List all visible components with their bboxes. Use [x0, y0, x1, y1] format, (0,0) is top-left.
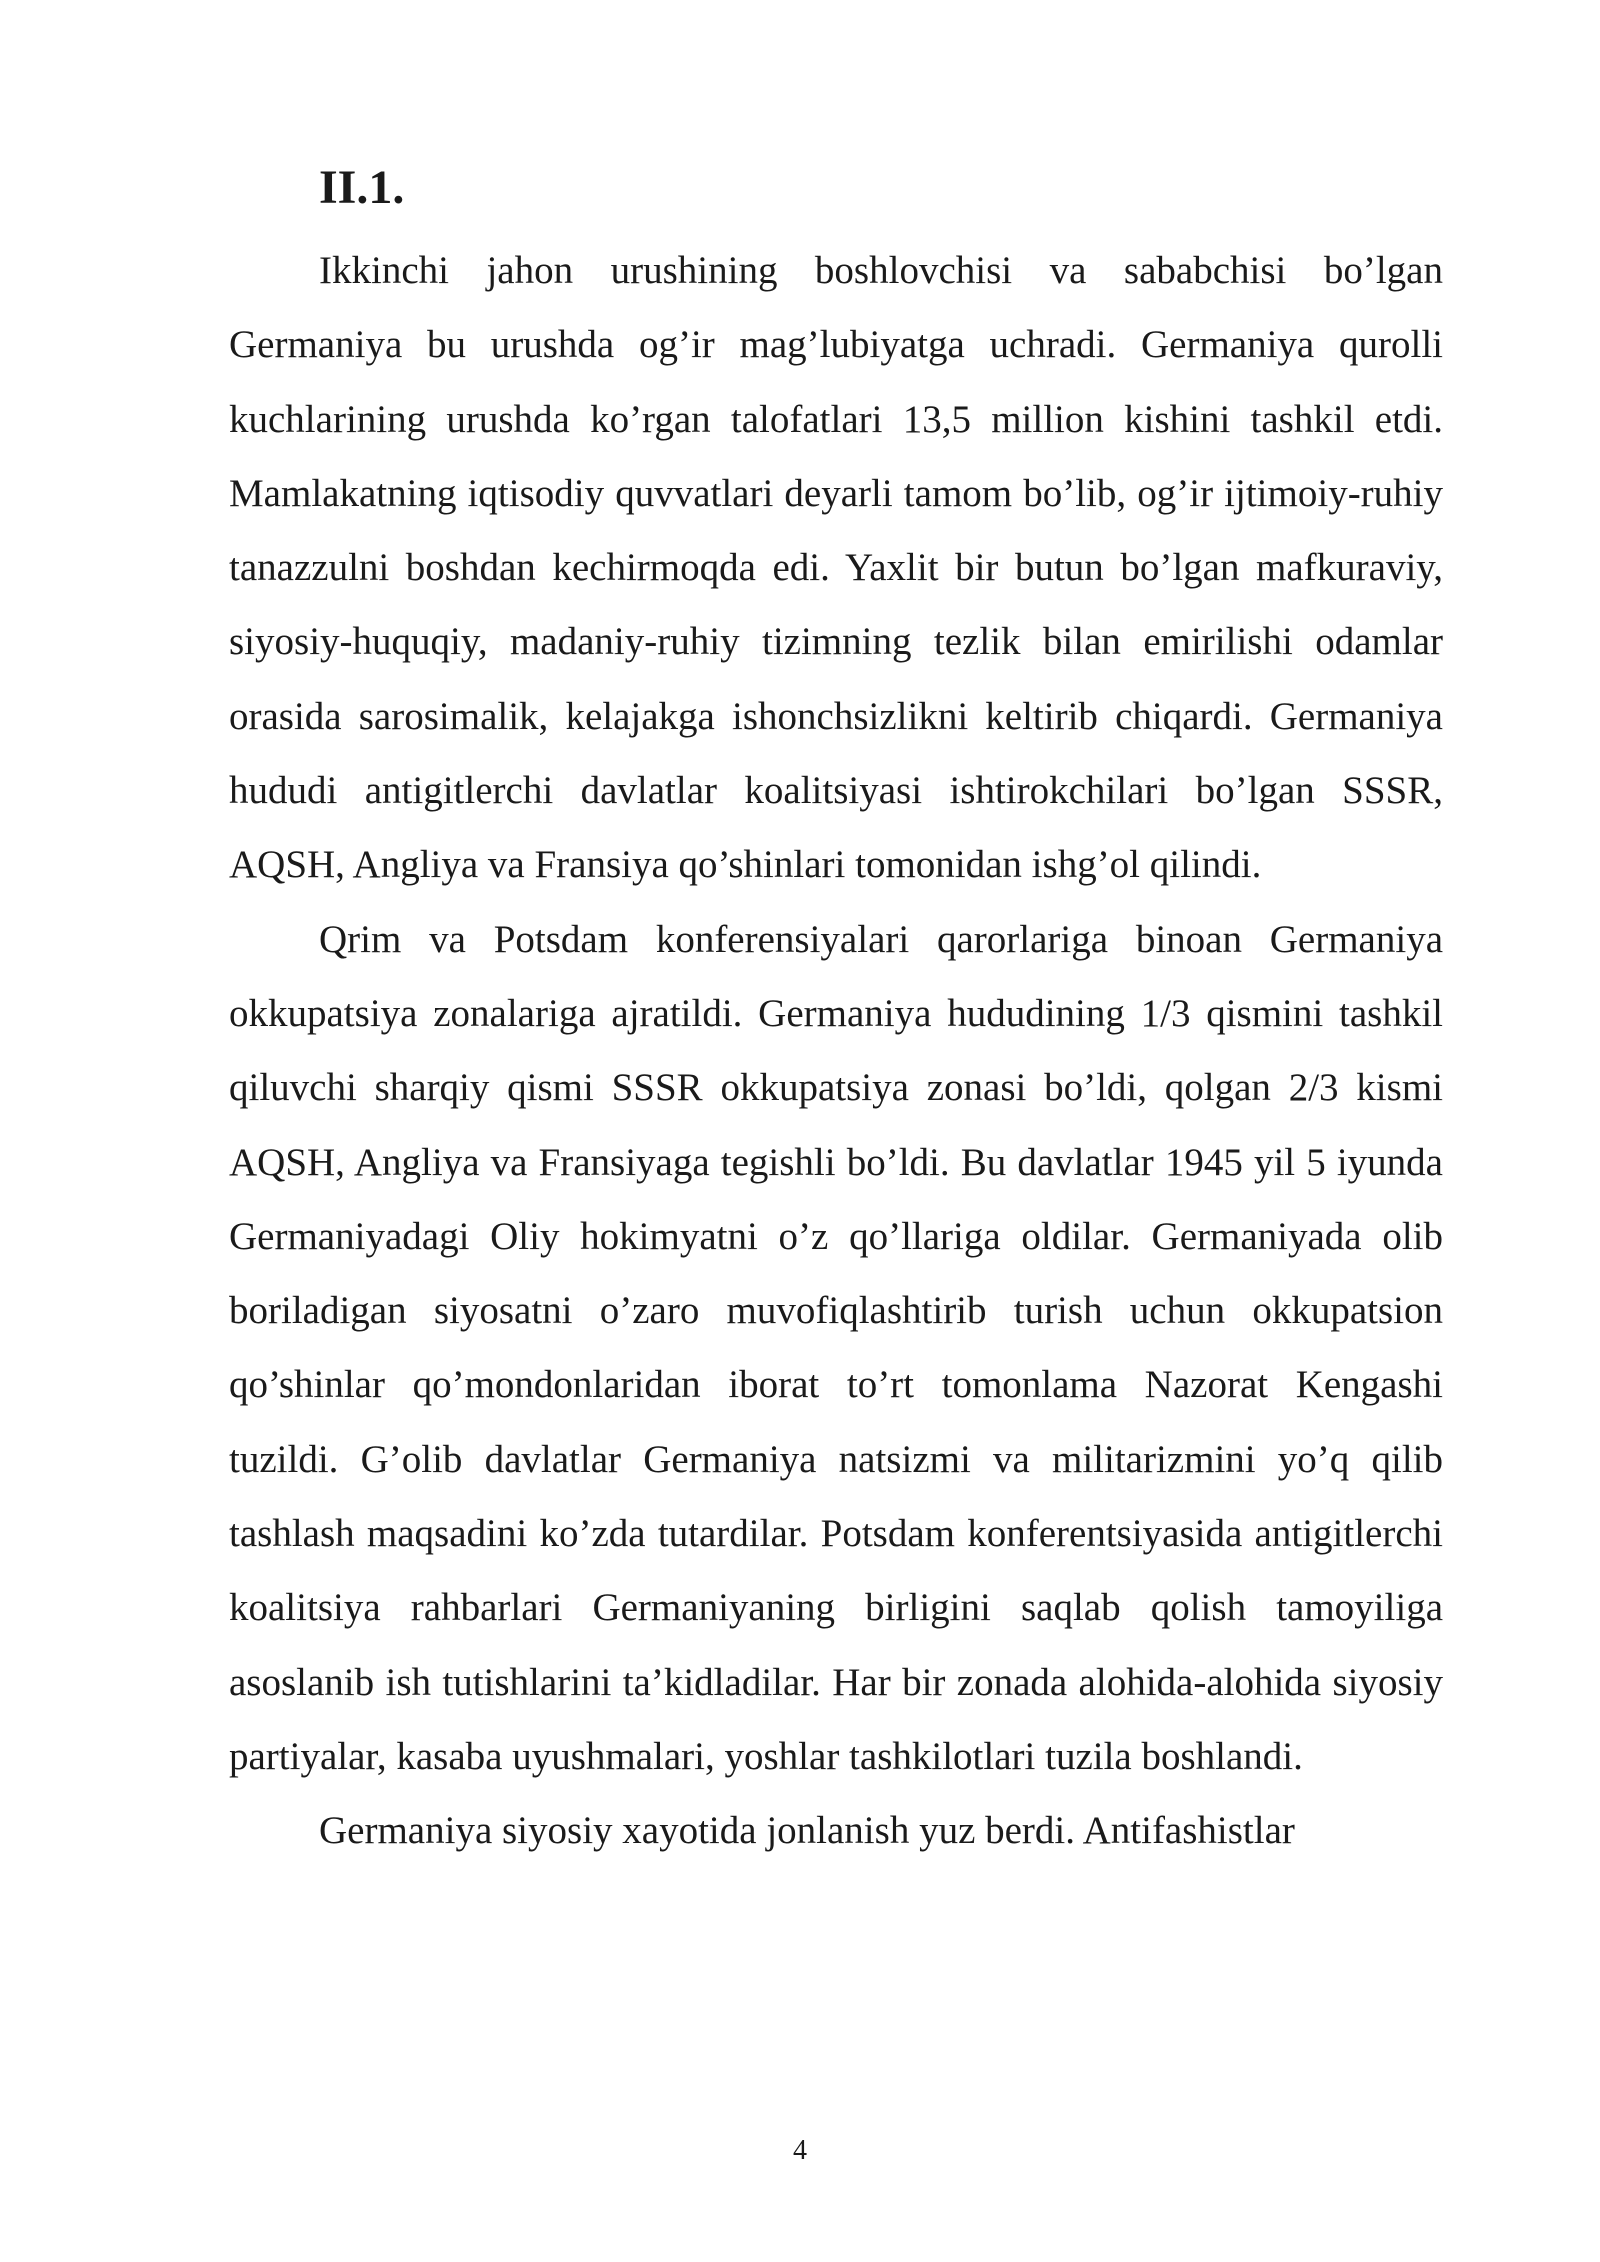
- page-number: 4: [793, 2135, 807, 2166]
- page-body: [229, 160, 1443, 1869]
- section-heading: II.1.: [319, 161, 405, 214]
- paragraph-1: Ikkinchi jahon urushining boshlovchisi va sababchisi bo’lgan Germaniya bu urushda og’ir mag’lubiyatga uchradi. Germaniya qurolli kuchlarining urushda ko’rgan talofatlari 13,5 million kishini tashkil etdi. Mamlakatning iqtisodiy quvvatlari deyarli tamom bo’lib, og’ir ijtimoiy-ruhiy tanazzulni boshdan kechirmoqda edi. Yaxlit bir butun bo’lgan mafkuraviy, siyosiy-huquqiy, madaniy-ruhiy tizimning tezlik bilan emirilishi odamlar orasida sarosimalik, kelajakga ishonchsizlikni keltirib chiqardi. Germaniya hududi antigitlerchi davlatlar koalitsiyasi ishtirokchilari bo’lgan SSSR, AQSH, Angliya va Fransiya qo’shinlari tomonidan ishg’ol qilindi.: [229, 249, 1443, 887]
- paragraph-2: Qrim va Potsdam konferensiyalari qarorlariga binoan Germaniya okkupatsiya zonalariga ajratildi. Germaniya hududining 1/3 qismini tashkil qiluvchi sharqiy qismi SSSR okkupatsiya zonasi bo’ldi, qolgan 2/3 kismi AQSH, Angliya va Fransiyaga tegishli bo’ldi. Bu davlatlar 1945 yil 5 iyunda Germaniyadagi Oliy hokimyatni o’z qo’llariga oldilar. Germaniyada olib boriladigan siyosatni o’zaro muvofiqlashtirib turish uchun okkupatsion qo’shinlar qo’mondonlaridan iborat to’rt tomonlama Nazorat Kengashi tuzildi. G’olib davlatlar Germaniya natsizmi va militarizmini yo’q qilib tashlash maqsadini ko’zda tutardilar. Potsdam konferentsiyasida antigitlerchi koalitsiya rahbarlari Germaniyaning birligini saqlab qolish tamoyiliga asoslanib ish tutishlarini ta’kidladilar. Har bir zonada alohida-alohida siyosiy partiyalar, kasaba uyushmalari, yoshlar tashkilotlari tuzila boshlandi.: [229, 917, 1443, 1778]
- paragraph-3: Germaniya siyosiy xayotida jonlanish yuz berdi. Antifashistlar: [319, 1809, 1295, 1853]
